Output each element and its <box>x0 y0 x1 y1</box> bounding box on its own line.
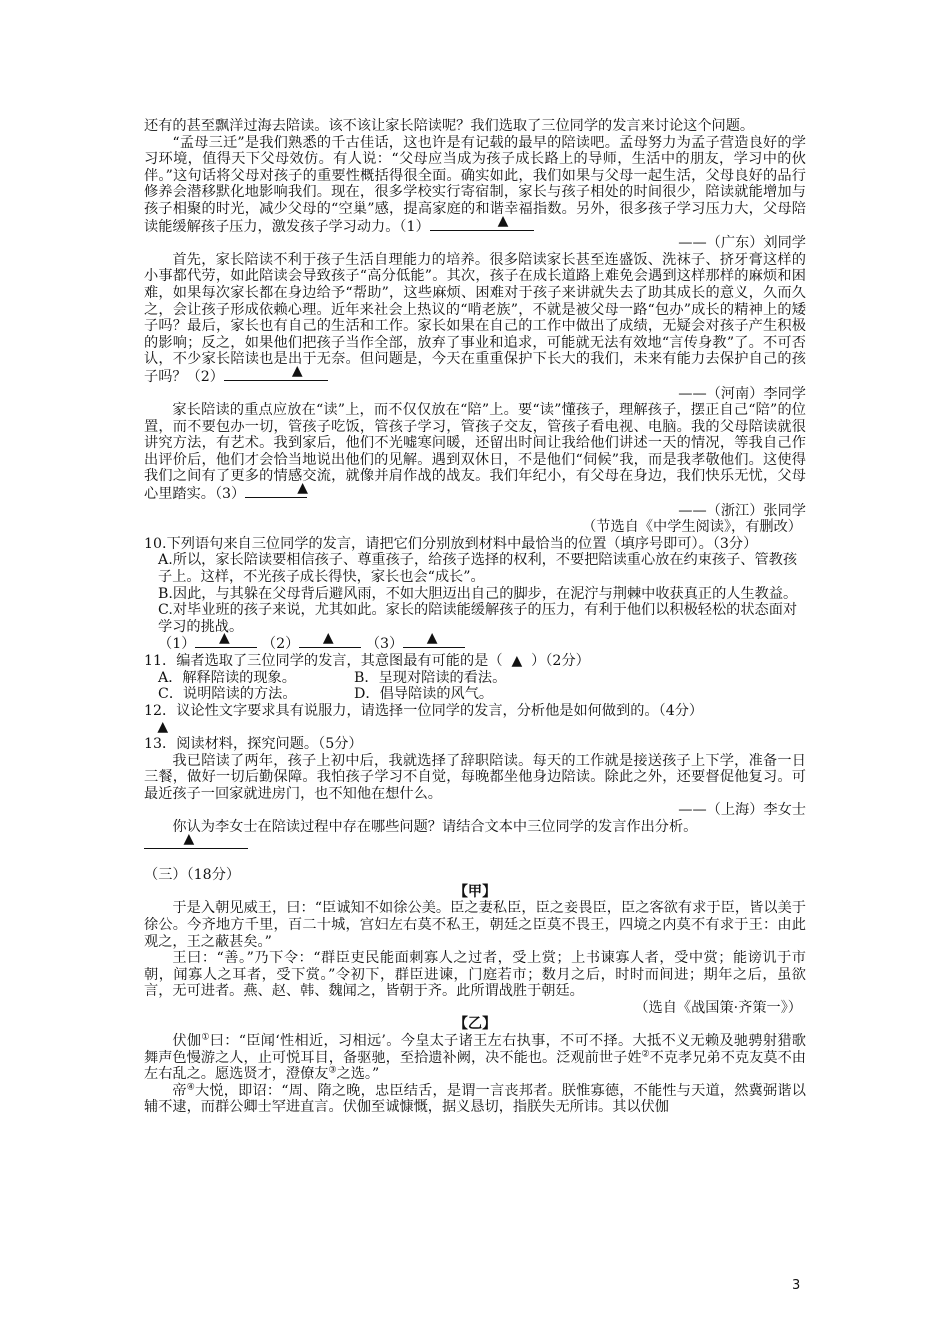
q11-option-c: C．说明陪读的方法。 <box>158 686 297 703</box>
question-10: 10.下列语句来自三位同学的发言，请把它们分别放到材料中最恰当的位置（填序号即可）。（3分） <box>144 535 758 552</box>
triangle-icon: ▲ <box>502 653 532 669</box>
q10-blank-3 <box>403 635 465 648</box>
q13-blank <box>144 836 248 849</box>
jia-paragraph-1: 于是入朝见威王，曰：“臣诚知不如徐公美。臣之妻私臣，臣之妾畏臣，臣之客欲有求于臣，皆以美于徐公。今齐地方千里，百二十城，宫妇左右莫不私王，朝廷之臣莫不畏王，四境之内莫不有求于王：由此观之，王之蔽甚矣。” <box>144 900 806 950</box>
q11-options-row-1 <box>144 670 806 687</box>
q11-option-a: A．解释陪读的现象。 <box>158 669 296 686</box>
speech-2-text: 首先，家长陪读不利于孩子生活自理能力的培养。很多陪读家长甚至连盛饭、洗袜子、挤牙膏这样的小事都代劳，如此陪读会导致孩子“高分低能”。其次，孩子在成长道路上难免会遇到这样那样的麻烦和困难，如果每次家长都在身边给予“帮助”，这些麻烦、困难对于孩子来讲就失去了助其成长的意义，久而久之，会让孩子形成依赖心理。近年来社会上热议的“啃老族”，不就是被父母一路“包办”成长的精神上的矮子吗？最后，家长也有自己的生活和工作。家长如果在自己的工作中做出了成绩，无疑会对孩子产生积极的影响；反之，如果他们把孩子当作全部，放弃了事业和追求，可能就无法有效地“言传身教”了。不可否认，不少家长陪读也是出于无奈。但问题是，今天在重重保护下长大的我们，未来有能力去保护自己的孩子吗？（2） <box>144 251 806 385</box>
question-13: 13．阅读材料，探究问题。（5分） <box>144 735 363 752</box>
speech-3 <box>144 402 806 503</box>
jia-heading: 【甲】 <box>453 883 497 900</box>
q10-blank-label-1: （1） <box>158 636 196 653</box>
footnote-marker-1: ① <box>201 1032 210 1043</box>
footnote-marker-3: ③ <box>328 1065 337 1076</box>
q13-answer-line <box>144 836 806 854</box>
q13-signature: ——（上海）李女士 <box>678 802 806 819</box>
intro-paragraph: 还有的甚至飘洋过海去陪读。该不该让家长陪读呢？我们选取了三位同学的发言来讨论这个问题。 <box>144 118 755 134</box>
yi-text-1b: 曰：“臣闻‘性相近，习相远’。今皇太子诸王左右执事，不可不择。大抵不义无赖及驰骋射猎歌舞声色慢游之人，止可悦耳目，备驱驰，至拾遗补阙，决不能也。泛观前世子姓 <box>144 1033 806 1066</box>
yi-text-1a: 伏伽 <box>172 1033 202 1050</box>
q10-option-b: B.因此，与其躲在父母背后避风雨，不如大胆迈出自己的脚步，在泥泞与荆棘中收获真正的人生教益。 <box>158 585 798 602</box>
yi-heading: 【乙】 <box>453 1016 497 1033</box>
q10-blank-2 <box>299 635 361 648</box>
yi-paragraph-2 <box>144 1083 806 1116</box>
answer-blank-3 <box>245 485 307 498</box>
answer-blank-2 <box>224 368 328 381</box>
q11-option-d: D．倡导陪读的风气。 <box>354 686 494 703</box>
triangle-icon: ▲ <box>144 719 169 736</box>
question-11 <box>144 653 806 670</box>
q12-answer-mark <box>144 719 806 736</box>
speech-1-text: “孟母三迁”是我们熟悉的千古佳话，这也许是有记载的最早的陪读吧。孟母努力为孟子营造良好的学习环境，值得天下父母效仿。有人说：“父母应当成为孩子成长路上的导师，生活中的朋友，学习中的伙伴。”这句话将父母对孩子的重要性概括得很全面。确实如此，我们如果与父母一起生活，父母良好的品行修养会潜移默化地影响我们。现在，很多学校实行寄宿制，家长与孩子相处的时间很少，陪读就能增加与孩子相聚的时光，减少父母的“空巢”感，提高家庭的和谐幸福指数。另外，很多孩子学习压力大，父母陪读能缓解孩子压力，激发孩子学习动力。（1） <box>144 134 806 235</box>
yi-text-1d: 之选。” <box>336 1066 380 1083</box>
q10-option-a: A.所以，家长陪读要相信孩子、尊重孩子，给孩子选择的权利，不要把陪读重心放在约束孩子、管教孩子上。这样，不光孩子成长得快，家长也会“成长”。 <box>158 552 798 586</box>
footnote-marker-4: ④ <box>186 1082 196 1093</box>
section-3-title: （三）（18分） <box>144 867 241 884</box>
q11-option-b: B．呈现对陪读的看法。 <box>354 669 507 686</box>
page-number: 3 <box>792 1278 801 1293</box>
q11-options-row-2 <box>144 686 806 703</box>
answer-blank-1 <box>430 218 534 231</box>
document-page <box>144 118 806 1116</box>
signature-1: ——（广东）刘同学 <box>678 235 806 252</box>
q10-blank-1 <box>195 635 257 648</box>
yi-paragraph-1 <box>144 1033 806 1083</box>
jia-paragraph-2: 王曰：“善。”乃下令：“群臣吏民能面刺寡人之过者，受上赏；上书谏寡人者，受中赏；能谤讥于市朝，闻寡人之耳者，受下赏。”令初下，群臣进谏，门庭若市；数月之后，时时而间进；期年之后，虽欲言，无可进者。燕、赵、韩、魏闻之，皆朝于齐。此所谓战胜于朝廷。 <box>144 950 806 1000</box>
passage-source: （节选自《中学生阅读》，有删改） <box>582 519 802 536</box>
question-12: 12．议论性文字要求具有说服力，请选择一位同学的发言，分析他是如何做到的。（4分） <box>144 702 704 719</box>
yi-text-2b: 大悦，即诏：“周、隋之晚，忠臣结舌，是谓一言丧邦者。朕惟寡德，不能性与天道，然冀弼谐以辅不逮，而群公卿士罕进直言。伏伽至诚慷慨，据义恳切，指朕失无所讳。其以伏伽 <box>144 1082 806 1116</box>
q10-option-c: C.对毕业班的孩子来说，尤其如此。家长的陪读能缓解孩子的压力，有利于他们以积极轻松的状态面对学习的挑战。 <box>158 602 798 635</box>
speech-3-text: 家长陪读的重点应放在“读”上，而不仅仅放在“陪”上。要“读”懂孩子，理解孩子，摆正自己“陪”的位置，而不要包办一切，管孩子吃饭，管孩子学习，管孩子交友，管孩子看电视、电脑。我的父母陪读就很讲究方法，有艺术。我到家后，他们不光嘘寒问暖，还留出时间让我给他们讲述一天的情况，等我自己作出评价后，他们才会恰当地说出他们的见解。遇到双休日，不是他们“伺候”我，而是我孝敬他们。这使得我们之间有了更多的情感交流，就像并肩作战的战友。我们年纪小，有父母在身边，我们快乐无忧，父母心里踏实。（3） <box>144 402 806 503</box>
q13-material: 我已陪读了两年，孩子上初中后，我就选择了辞职陪读。每天的工作就是接送孩子上下学，准备一日三餐，做好一切后勤保障。我怕孩子学习不自觉，每晚都坐他身边陪读。除此之外，还要督促他复习。可最近孩子一回家就进房门，也不知他在想什么。 <box>144 752 806 802</box>
q13-ask: 你认为李女士在陪读过程中存在哪些问题？请结合文本中三位同学的发言作出分析。 <box>172 818 698 835</box>
footnote-marker-2: ② <box>641 1048 650 1059</box>
q11-points: ）（2分） <box>531 653 590 669</box>
q10-blank-label-3: （3） <box>365 636 404 653</box>
jia-source: （选自《战国策·齐策一》） <box>634 999 802 1016</box>
signature-3: ——（浙江）张同学 <box>678 502 806 519</box>
yi-text-1c: 不克孝兄弟不克友莫不由左右乱之。愿选贤才，澄僚友 <box>144 1049 806 1083</box>
yi-text-2a: 帝 <box>172 1082 187 1099</box>
q11-text: 11．编者选取了三位同学的发言，其意图最有可能的是（ <box>144 653 503 669</box>
speech-1 <box>144 135 806 236</box>
speech-2 <box>144 252 806 386</box>
signature-2: ——（河南）李同学 <box>678 385 806 402</box>
q10-answer-blanks <box>144 635 806 653</box>
q10-blank-label-2: （2） <box>261 636 300 653</box>
